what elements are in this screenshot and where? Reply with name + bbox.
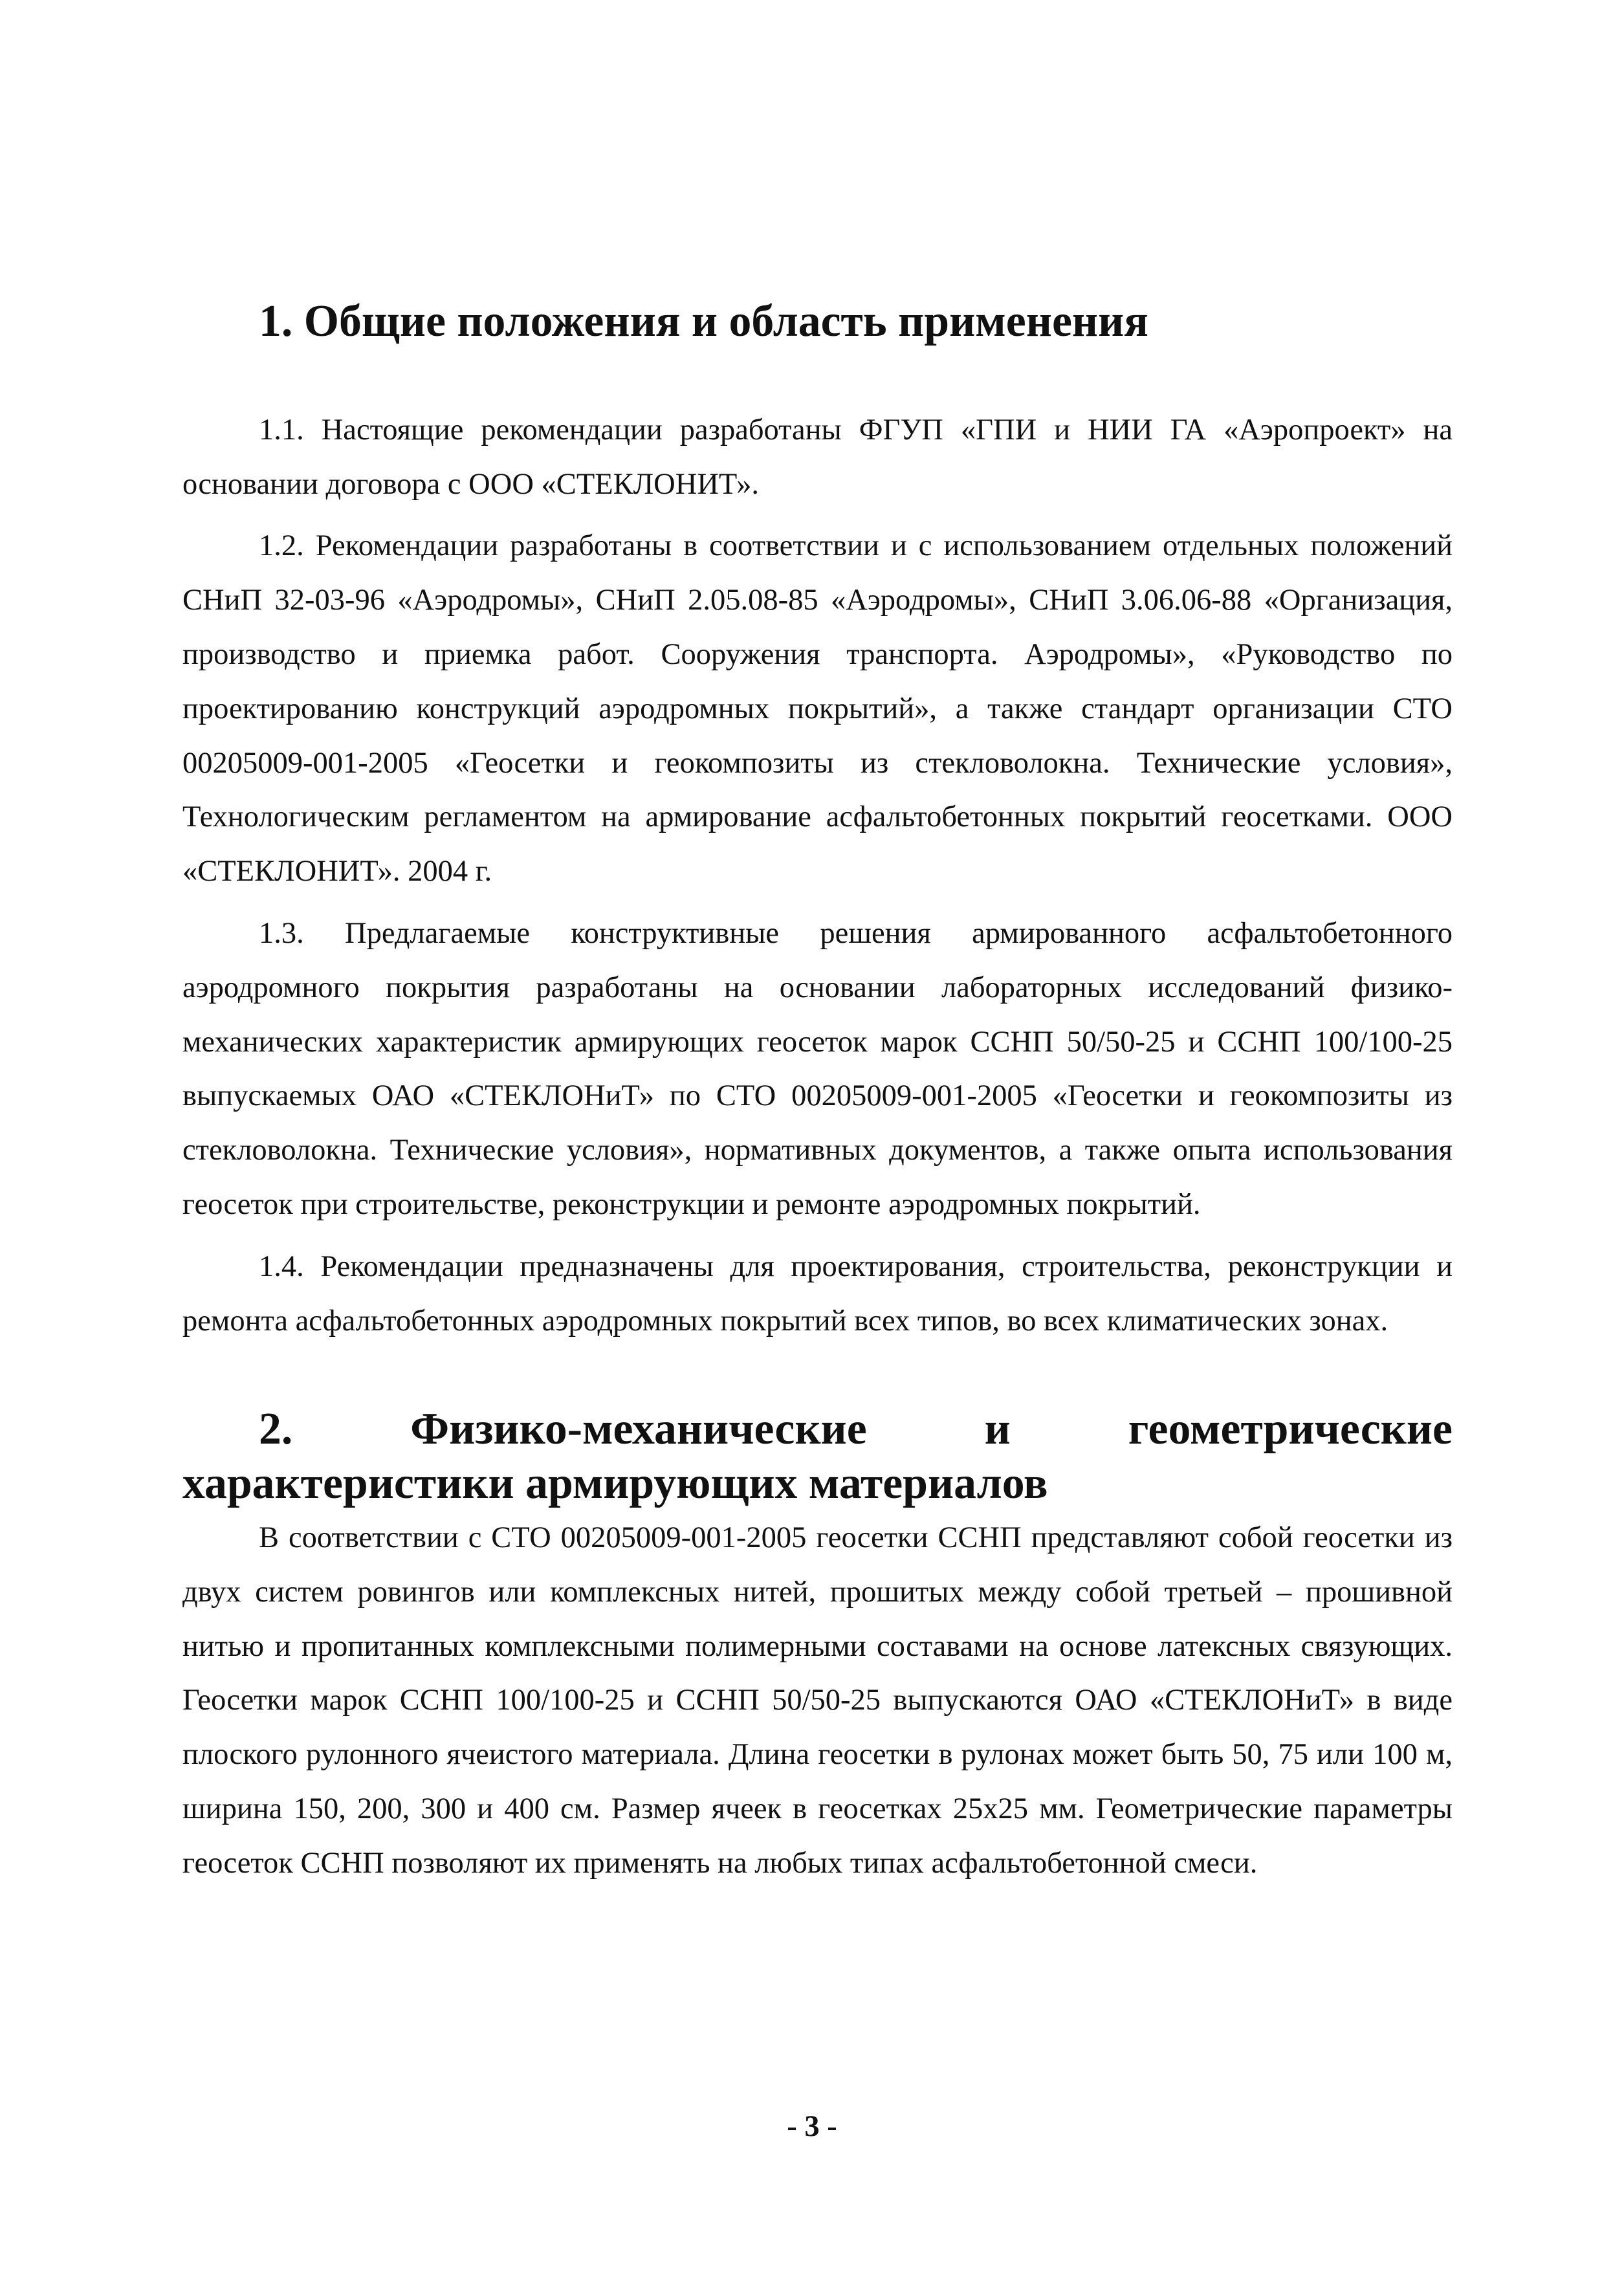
paragraph-1-1: 1.1. Настоящие рекомендации разработаны ФГУП «ГПИ и НИИ ГА «Аэропроект» на основании договора с ООО «СТЕКЛОНИТ». <box>182 413 1453 501</box>
section-2-heading: 2. Физико-механические и геометрические характеристики армирующих материалов <box>182 1404 1453 1509</box>
paragraph-2-1: В соответствии с СТО 00205009-001-2005 геосетки ССНП представляют собой геосетки из двух систем ровингов или комплексных нитей, прошитых между собой третьей – прошивной нитью и пропитанных комплексными полимерными составами на основе латексных связующих. Геосетки марок ССНП 100/100-25 и ССНП 50/50-25 выпускаются ОАО «СТЕКЛОНиТ» в виде плоского рулонного ячеистого материала. Длина геосетки в рулонах может быть 50, 75 или 100 м, ширина 150, 200, 300 и 400 см. Размер ячеек в геосетках 25x25 мм. Геометрические параметры геосеток ССНП позволяют их применять на любых типах асфальтобетонной смеси. <box>182 1521 1453 1880</box>
page-content <box>182 294 1453 1891</box>
paragraph-1-4: 1.4. Рекомендации предназначены для проектирования, строительства, реконструкции и ремонта асфальтобетонных аэродромных покрытий всех типов, во всех климатических зонах. <box>182 1249 1453 1337</box>
paragraph-1-2: 1.2. Рекомендации разработаны в соответствии и с использованием отдельных положений СНиП 32-03-96 «Аэродромы», СНиП 2.05.08-85 «Аэродромы», СНиП 3.06.06-88 «Организация, производство и приемка работ. Сооружения транспорта. Аэродромы», «Руководство по проектированию конструкций аэродромных покрытий», а также стандарт организации СТО 00205009-001-2005 «Геосетки и геокомпозиты из стекловолокна. Технические условия», Технологическим регламентом на армирование асфальтобетонных покрытий геосетками. ООО «СТЕКЛОНИТ». 2004 г. <box>182 529 1453 888</box>
page-number: - 3 - <box>787 2110 837 2143</box>
section-1-heading: 1. Общие положения и область применения <box>259 296 1149 346</box>
paragraph-1-3: 1.3. Предлагаемые конструктивные решения армированного асфальтобетонного аэродромного покрытия разработаны на основании лабораторных исследований физико-механических характеристик армирующих геосеток марок ССНП 50/50-25 и ССНП 100/100-25 выпускаемых ОАО «СТЕКЛОНиТ» по СТО 00205009-001-2005 «Геосетки и геокомпозиты из стекловолокна. Технические условия», нормативных документов, а также опыта использования геосеток при строительстве, реконструкции и ремонте аэродромных покрытий. <box>182 916 1453 1221</box>
